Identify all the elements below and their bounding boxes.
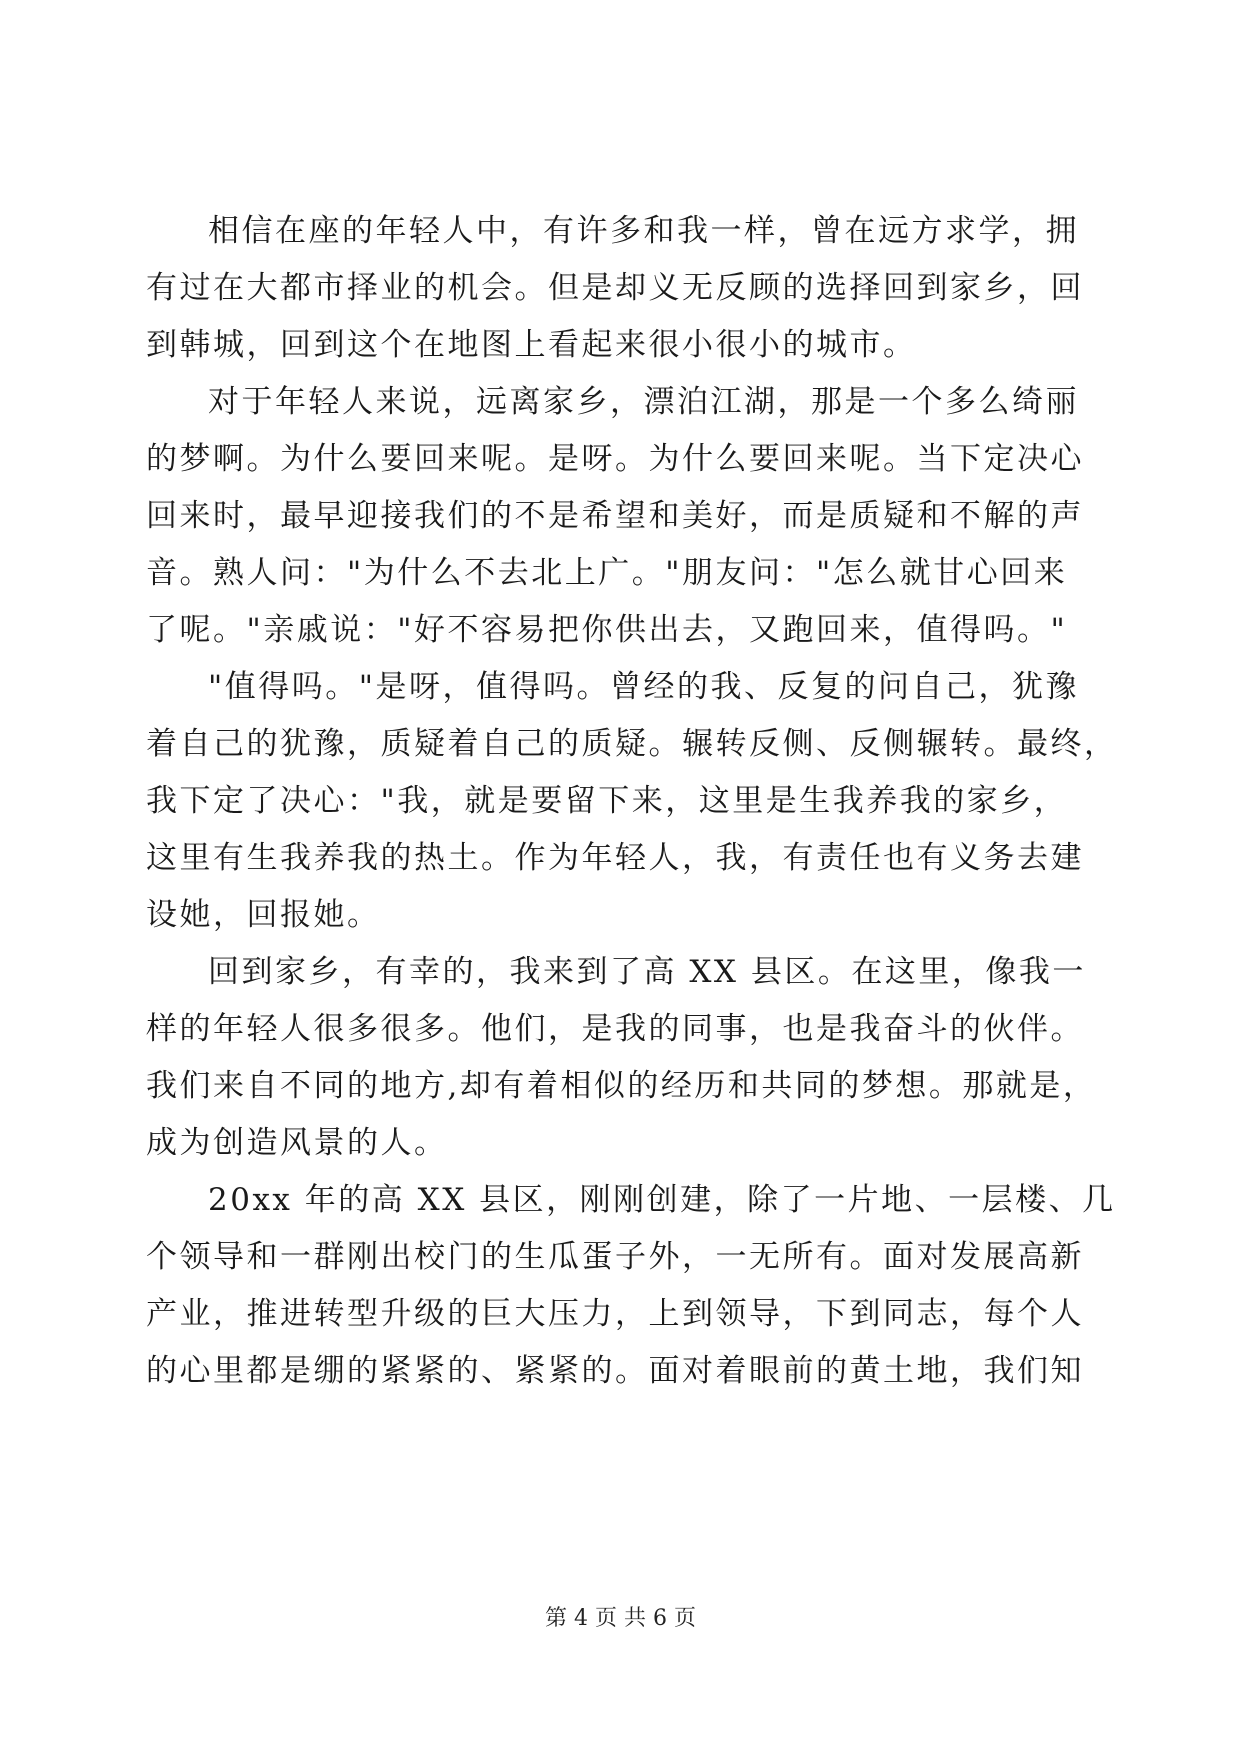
text-line: 回来时，最早迎接我们的不是希望和美好，而是质疑和不解的声: [146, 498, 1084, 534]
text-line: 的梦啊。为什么要回来呢。是呀。为什么要回来呢。当下定决心: [146, 441, 1084, 477]
text-line: 我们来自不同的地方,却有着相似的经历和共同的梦想。那就是，: [146, 1068, 1097, 1104]
text-line: 这里有生我养我的热土。作为年轻人，我，有责任也有义务去建: [146, 840, 1084, 876]
text-line: 我下定了决心："我，就是要留下来，这里是生我养我的家乡，: [146, 783, 1068, 819]
text-line: 产业，推进转型升级的巨大压力，上到领导，下到同志，每个人: [146, 1296, 1084, 1332]
text-line: 有过在大都市择业的机会。但是却义无反顾的选择回到家乡，回: [146, 270, 1084, 306]
text-line: 样的年轻人很多很多。他们，是我的同事，也是我奋斗的伙伴。: [146, 1011, 1084, 1047]
text-line: 对于年轻人来说，远离家乡，漂泊江湖，那是一个多么绮丽: [208, 384, 1079, 420]
text-line: "值得吗。"是呀，值得吗。曾经的我、反复的问自己，犹豫: [208, 669, 1080, 705]
text-line: 着自己的犹豫，质疑着自己的质疑。辗转反侧、反侧辗转。最终，: [146, 726, 1118, 762]
page-number-footer: 第 4 页 共 6 页: [545, 1606, 696, 1631]
text-line: 相信在座的年轻人中，有许多和我一样，曾在远方求学，拥: [208, 213, 1079, 249]
text-line: 的心里都是绷的紧紧的、紧紧的。面对着眼前的黄土地，我们知: [146, 1353, 1084, 1389]
text-line: 到韩城，回到这个在地图上看起来很小很小的城市。: [146, 327, 917, 363]
text-line: 了呢。"亲戚说："好不容易把你供出去，又跑回来，值得吗。": [146, 612, 1068, 648]
text-line: 设她，回报她。: [146, 897, 381, 933]
text-line: 音。熟人问："为什么不去北上广。"朋友问："怎么就甘心回来: [146, 555, 1068, 591]
text-line: 成为创造风景的人。: [146, 1125, 448, 1161]
text-line: 回到家乡，有幸的，我来到了高 XX 县区。在这里，像我一: [208, 954, 1086, 990]
text-line: 20xx 年的高 XX 县区，刚刚创建，除了一片地、一层楼、几: [208, 1182, 1116, 1218]
text-line: 个领导和一群刚出校门的生瓜蛋子外，一无所有。面对发展高新: [146, 1239, 1084, 1275]
